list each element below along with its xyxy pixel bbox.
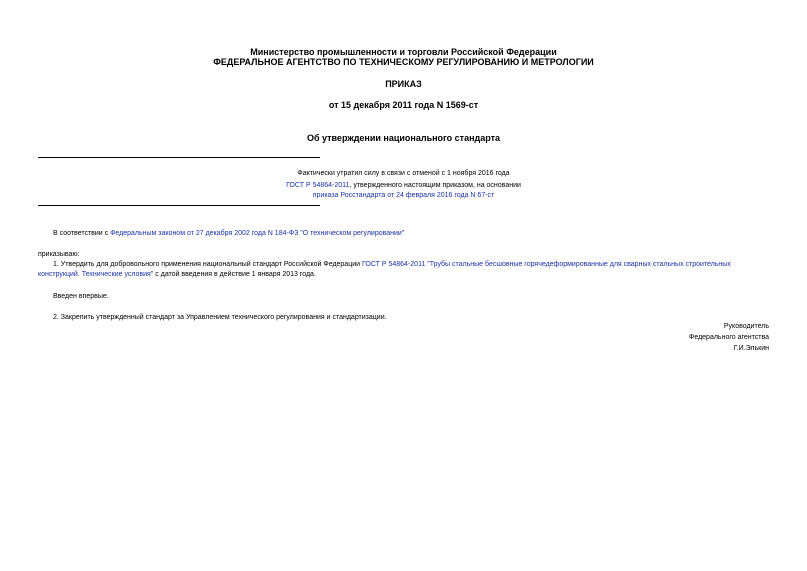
document-subject: Об утверждении национального стандарта — [306, 133, 501, 143]
federal-law-link[interactable]: Федеральным законом от 27 декабря 2002 года N 184-ФЗ "О техническом регулировании" — [110, 230, 405, 237]
document-type: ПРИКАЗ — [385, 79, 422, 89]
signature-agency: Федерального агентства — [689, 334, 769, 341]
status-note-line2 — [0, 181, 807, 190]
first-introduced: Введен впервые. — [53, 293, 109, 300]
divider-top — [38, 157, 320, 158]
agency-name: ФЕДЕРАЛЬНОЕ АГЕНТСТВО ПО ТЕХНИЧЕСКОМУ РЕГУЛИРОВАНИЮ И МЕТРОЛОГИИ — [213, 57, 594, 67]
gost-standard-link-cont[interactable]: конструкций. Технические условия" — [38, 271, 154, 278]
signature-title: Руководитель — [723, 323, 769, 330]
item2: 2. Закрепить утвержденный стандарт за Управлением технического регулирования и стандартизации. — [53, 314, 387, 321]
legal-basis — [53, 229, 404, 238]
status-note-line1: Фактически утратил силу в связи с отменой с 1 ноября 2016 года — [297, 170, 510, 177]
status-note-line3 — [0, 191, 807, 200]
item1-suffix: с датой введения в действие 1 января 2013 года. — [153, 271, 316, 278]
signature-block — [689, 321, 769, 354]
status-note-line2-text: , утвержденного настоящим приказом, на основании — [349, 182, 521, 189]
legal-basis-prefix: В соответствии с — [53, 230, 111, 237]
item1-line2 — [38, 270, 316, 279]
ministry-name: Министерство промышленности и торговли Российской Федерации — [250, 47, 557, 57]
rosstandart-order-link[interactable]: приказа Росстандарта от 24 февраля 2016 года N 67-ст — [312, 192, 495, 199]
divider-bottom — [38, 205, 320, 206]
item1-prefix: 1. Утвердить для добровольного применения национальный стандарт Российской Федерации — [53, 261, 362, 268]
gost-standard-link[interactable]: ГОСТ Р 54864-2011 "Трубы стальные бесшовные горячедеформированные для сварных стальных строительных — [361, 261, 731, 268]
signature-name: Г.И.Элькин — [733, 345, 769, 352]
document-date-number: от 15 декабря 2011 года N 1569-ст — [328, 100, 479, 110]
order-word: приказываю: — [38, 251, 80, 258]
gost-link[interactable]: ГОСТ Р 54864-2011 — [286, 182, 350, 189]
item1-line1 — [53, 260, 769, 269]
